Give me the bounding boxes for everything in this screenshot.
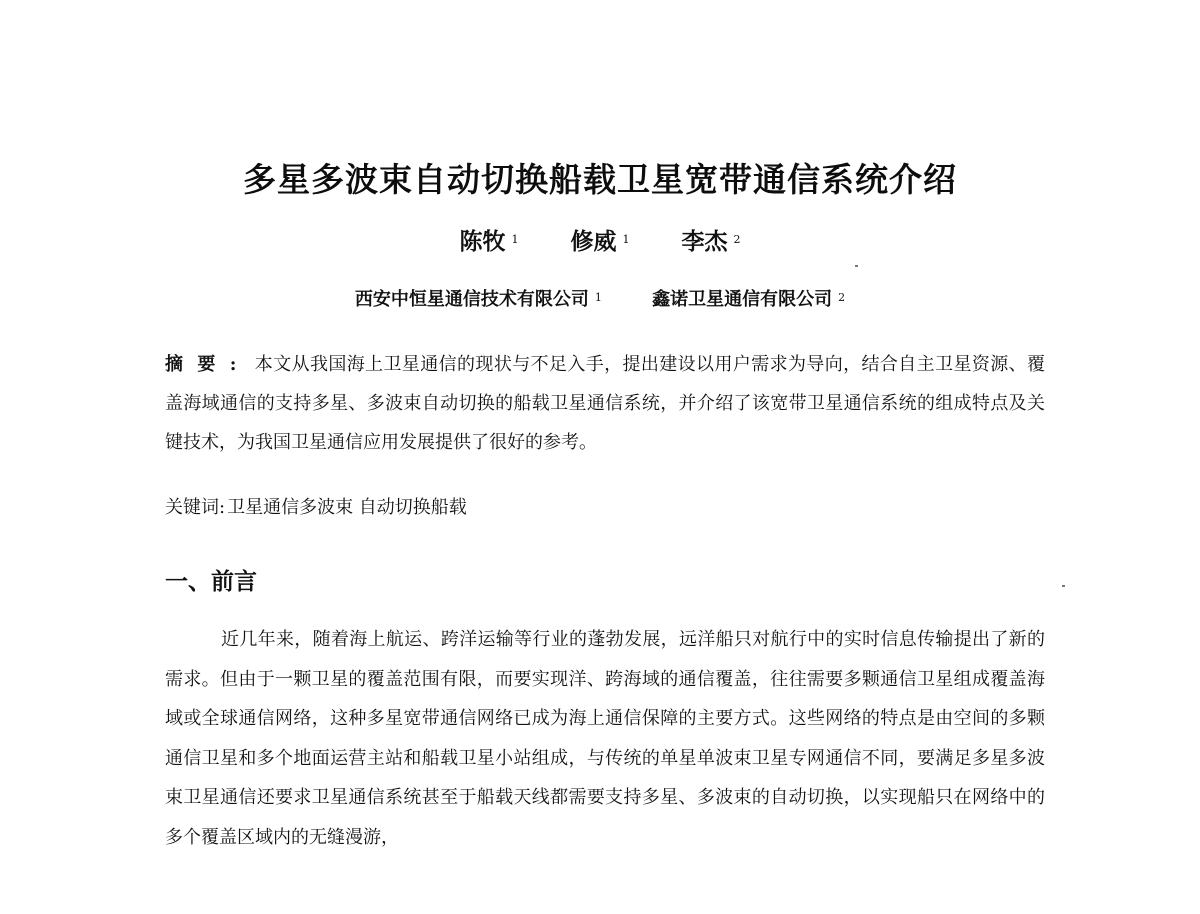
affiliation xyxy=(652,283,845,317)
affiliation-mark: 2 xyxy=(838,291,846,304)
author-name: 李杰 xyxy=(681,228,728,255)
author-list xyxy=(0,222,1200,262)
author xyxy=(682,222,741,262)
author xyxy=(459,222,518,262)
affiliation-list xyxy=(0,283,1200,317)
affiliation-name: 鑫诺卫星通信有限公司 xyxy=(652,289,833,310)
author-name: 陈牧 xyxy=(459,228,506,255)
author xyxy=(571,222,630,262)
section-heading: 一、前言 xyxy=(165,569,257,595)
affiliation-mark: 1 xyxy=(594,291,602,304)
section-paragraph: 近几年来，随着海上航运、跨洋运输等行业的蓬勃发展，远洋船只对航行中的实时信息传输提出了新的需求。但由于一颗卫星的覆盖范围有限，而要实现洋、跨海域的通信覆盖，往往需要多颗通信卫星组成覆盖海域或全球通信网络，这种多星宽带通信网络已成为海上通信保障的主要方式。这些网络的特点是由空间的多颗通信卫星和多个地面运营主站和船载卫星小站组成，与传统的单星单波束卫星专网通信不同，要满足多星多波束卫星通信还要求卫星通信系统甚至于船载天线都需要支持多星、多波束的自动切换，以实现船只在网络中的多个覆盖区域内的无缝漫游， xyxy=(165,629,1045,848)
author-name: 修威 xyxy=(570,228,617,255)
keywords-label: 关键词: xyxy=(165,497,226,518)
scan-speck xyxy=(855,265,858,267)
abstract xyxy=(165,345,1045,462)
scan-speck xyxy=(1062,585,1065,587)
abstract-text: 本文从我国海上卫星通信的现状与不足入手，提出建设以用户需求为导向，结合自主卫星资源、覆盖海域通信的支持多星、多波束自动切换的船载卫星通信系统，并介绍了该宽带卫星通信系统的组成特点及关键技术，为我国卫星通信应用发展提供了很好的参考。 xyxy=(165,354,1045,453)
author-affil-mark: 1 xyxy=(511,233,519,246)
author-affil-mark: 1 xyxy=(622,233,630,246)
affiliation xyxy=(355,283,602,317)
paper-title: 多星多波束自动切换船载卫星宽带通信系统介绍 xyxy=(243,160,957,199)
keywords xyxy=(165,491,1045,525)
author-affil-mark: 2 xyxy=(733,233,741,246)
abstract-label: 摘要: xyxy=(165,354,251,375)
affiliation-name: 西安中恒星通信技术有限公司 xyxy=(354,289,589,310)
keywords-text: 卫星通信多波束 自动切换船载 xyxy=(227,497,467,518)
